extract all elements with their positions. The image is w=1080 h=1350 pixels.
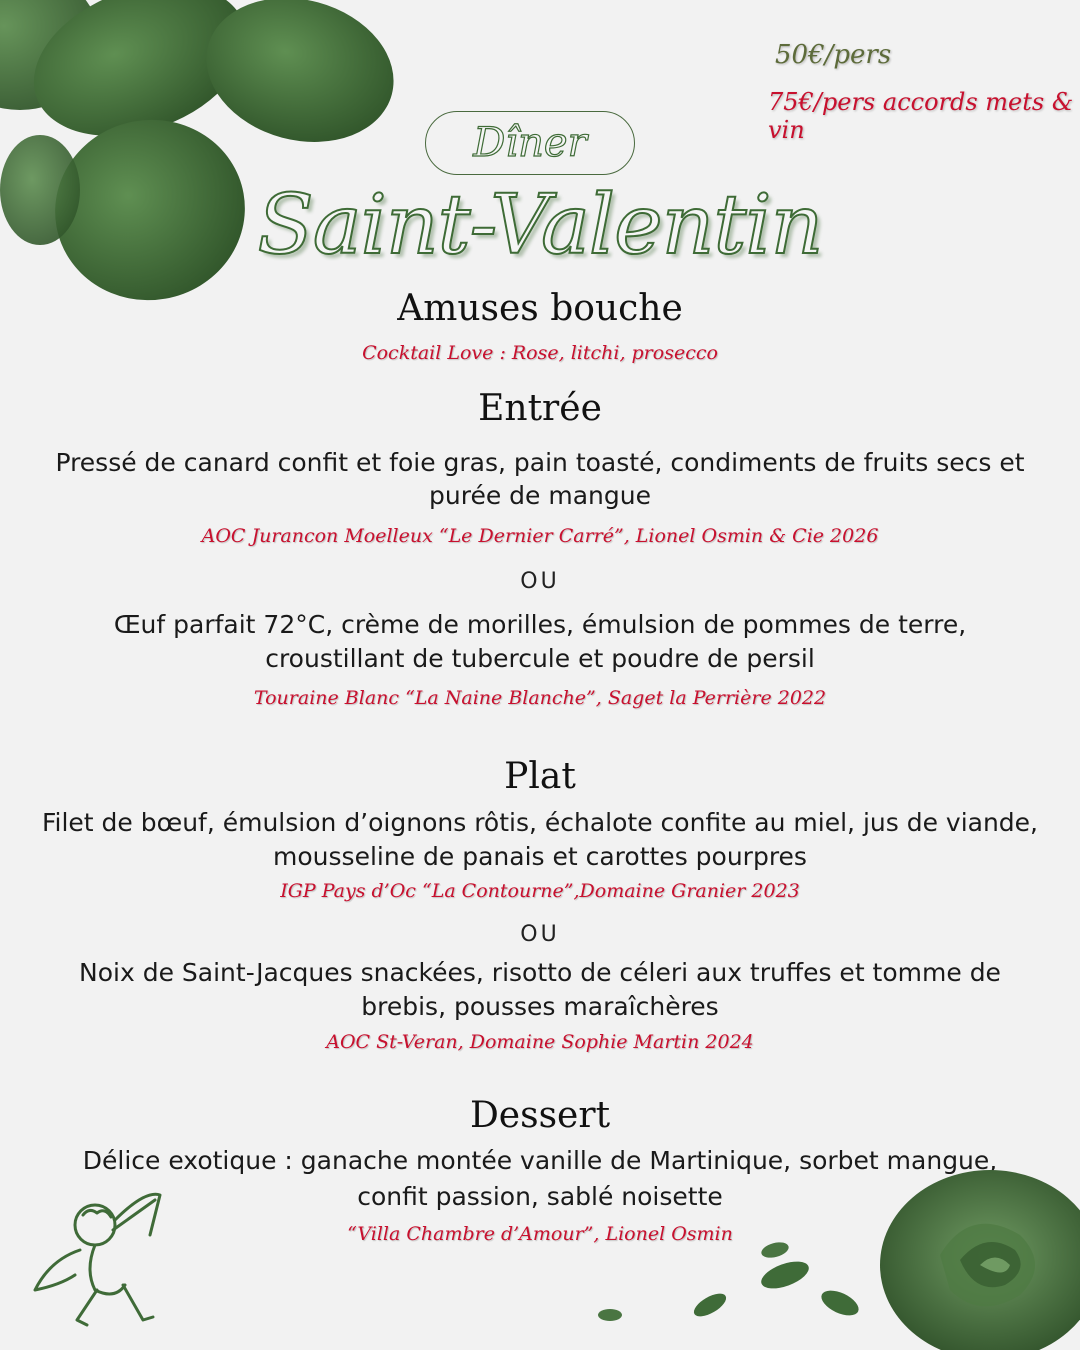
- plat-option2-line2: brebis, pousses maraîchères: [361, 992, 719, 1021]
- entree-option1-line2: purée de mangue: [429, 481, 651, 510]
- price-per-person: 50€/pers: [775, 40, 892, 70]
- green-rose-icon: [590, 1165, 1080, 1350]
- dessert-wine: “Villa Chambre d’Amour”, Lionel Osmin: [347, 1223, 733, 1245]
- cupid-icon: [25, 1180, 170, 1340]
- entree-option1-wine: AOC Jurancon Moelleux “Le Dernier Carré”, Lionel Osmin & Cie 2026: [201, 525, 879, 547]
- plat-or: OU: [520, 922, 560, 947]
- plat-heading: Plat: [504, 756, 576, 797]
- dessert-line1: Délice exotique : ganache montée vanille de Martinique, sorbet mangue,: [82, 1146, 998, 1175]
- plat-option2-wine: AOC St-Veran, Domaine Sophie Martin 2024: [326, 1031, 754, 1053]
- amuses-drink: Cocktail Love : Rose, litchi, prosecco: [362, 342, 718, 364]
- plat-option1-line1: Filet de bœuf, émulsion d’oignons rôtis, échalote confite au miel, jus de viande,: [41, 808, 1039, 837]
- entree-option2-wine: Touraine Blanc “La Naine Blanche”, Saget la Perrière 2022: [253, 687, 827, 709]
- page-title: Saint-Valentin: [257, 178, 823, 273]
- entree-option2-line2: croustillant de tubercule et poudre de persil: [265, 644, 815, 673]
- plat-option1-wine: IGP Pays d’Oc “La Contourne”,Domaine Granier 2023: [280, 880, 800, 902]
- entree-or: OU: [520, 569, 560, 594]
- diner-badge: [425, 111, 635, 175]
- price-with-pairing: 75€/pers accords mets & vin: [768, 88, 1074, 144]
- entree-heading: Entrée: [478, 388, 602, 429]
- entree-option2-line1: Œuf parfait 72°C, crème de morilles, émulsion de pommes de terre,: [113, 610, 967, 639]
- dessert-line2: confit passion, sablé noisette: [357, 1182, 723, 1211]
- entree-option1-line1: Pressé de canard confit et foie gras, pain toasté, condiments de fruits secs et: [55, 448, 1025, 477]
- amuses-heading: Amuses bouche: [397, 288, 683, 329]
- diner-label: Dîner: [473, 120, 587, 166]
- dessert-heading: Dessert: [469, 1095, 611, 1136]
- plat-option1-line2: mousseline de panais et carottes pourpres: [273, 842, 807, 871]
- plat-option2-line1: Noix de Saint-Jacques snackées, risotto de céleri aux truffes et tomme de: [79, 958, 1001, 987]
